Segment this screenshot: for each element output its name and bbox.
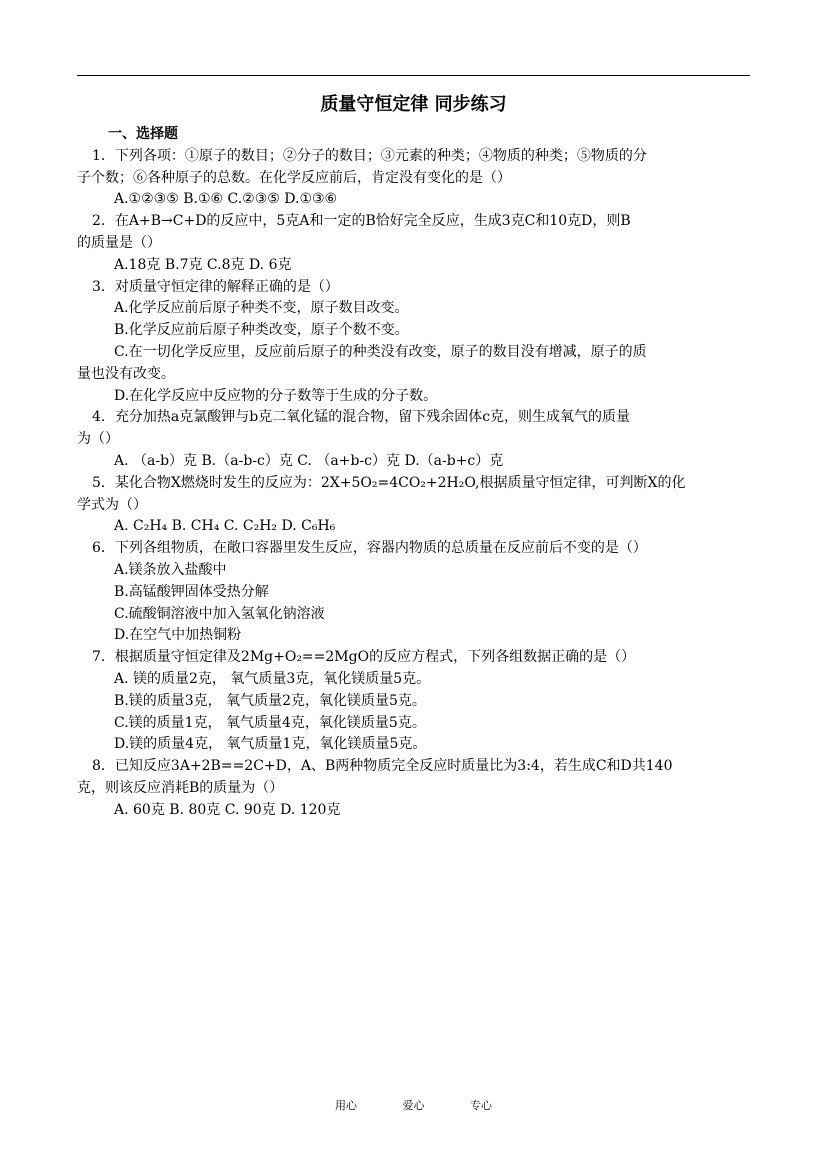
answer-options: A.①②③⑤ B.①⑥ C.②③⑤ D.①③⑥ bbox=[114, 191, 338, 208]
section-heading: 一、选择题 bbox=[108, 126, 178, 142]
answer-options: A.化学反应前后原子种类不变，原子数目改变。 bbox=[114, 300, 409, 317]
answer-options: A. C₂H₄ B. CH₄ C. C₂H₂ D. C₆H₆ bbox=[114, 518, 336, 535]
answer-options: A.镁条放入盐酸中 bbox=[114, 561, 227, 578]
question-stem: 2．在A+B→C+D的反应中，5克A和一定的B恰好完全反应，生成3克C和10克D，则B bbox=[92, 213, 631, 230]
question-stem: 6．下列各组物质，在敞口容器里发生反应，容器内物质的总质量在反应前后不变的是（） bbox=[92, 540, 647, 557]
question-body bbox=[77, 124, 750, 822]
page-footer bbox=[0, 1097, 827, 1113]
question-continuation: 学式为（） bbox=[77, 496, 147, 513]
question-lines bbox=[77, 146, 750, 822]
answer-options: B.镁的质量3克， 氧气质量2克，氧化镁质量5克。 bbox=[114, 692, 426, 709]
question-stem: 1．下列各项：①原子的数目；②分子的数目；③元素的种类；④物质的种类；⑤物质的分 bbox=[92, 147, 647, 164]
answer-options: C.硫酸铜溶液中加入氢氧化钠溶液 bbox=[114, 605, 325, 622]
footer-text: 用心 bbox=[335, 1099, 357, 1112]
question-stem: 8．已知反应3A+2B==2C+D，A、B两种物质完全反应时质量比为3:4，若生成C和D共140 bbox=[92, 758, 673, 775]
question-continuation: 的质量是（） bbox=[77, 234, 161, 251]
question-stem: 4．充分加热a克氯酸钾与b克二氧化锰的混合物，留下残余固体c克，则生成氧气的质量 bbox=[92, 409, 631, 426]
answer-options: B.化学反应前后原子种类改变，原子个数不变。 bbox=[114, 322, 409, 339]
header-rule bbox=[77, 75, 750, 76]
question-stem: 5．某化合物X燃烧时发生的反应为：2X+5O₂=4CO₂+2H₂O,根据质量守恒定律，可判断X的化 bbox=[92, 474, 686, 491]
answer-options: D.镁的质量4克， 氧气质量1克，氧化镁质量5克。 bbox=[114, 736, 427, 753]
answer-options: A.18克 B.7克 C.8克 D. 6克 bbox=[114, 256, 292, 273]
answer-options: C.在一切化学反应里，反应前后原子的种类没有改变，原子的数目没有增减，原子的质 bbox=[114, 343, 647, 360]
answer-options: A. 镁的质量2克， 氧气质量3克，氧化镁质量5克。 bbox=[114, 670, 431, 687]
question-continuation: 量也没有改变。 bbox=[77, 365, 175, 382]
question-continuation: 子个数；⑥各种原子的总数。在化学反应前后，肯定没有变化的是（） bbox=[77, 169, 511, 186]
question-continuation: 克，则该反应消耗B的质量为（） bbox=[77, 779, 284, 796]
question-continuation: 为（） bbox=[77, 431, 119, 448]
page-title: 质量守恒定律 同步练习 bbox=[320, 94, 507, 115]
answer-options: A. （a-b）克 B.（a-b-c）克 C. （a+b-c）克 D.（a-b+c）克 bbox=[114, 452, 504, 469]
footer-text: 爱心 bbox=[402, 1099, 425, 1112]
answer-options: A. 60克 B. 80克 C. 90克 D. 120克 bbox=[114, 801, 341, 818]
answer-options: D.在空气中加热铜粉 bbox=[114, 627, 242, 644]
footer-text: 专心 bbox=[470, 1099, 492, 1112]
question-stem: 7．根据质量守恒定律及2Mg+O₂==2MgO的反应方程式，下列各组数据正确的是（） bbox=[92, 649, 636, 666]
question-stem: 3．对质量守恒定律的解释正确的是（） bbox=[92, 278, 339, 295]
answer-options: C.镁的质量1克， 氧气质量4克，氧化镁质量5克。 bbox=[114, 714, 426, 731]
answer-options: B.高锰酸钾固体受热分解 bbox=[114, 583, 269, 600]
answer-options: D.在化学反应中反应物的分子数等于生成的分子数。 bbox=[114, 387, 438, 404]
